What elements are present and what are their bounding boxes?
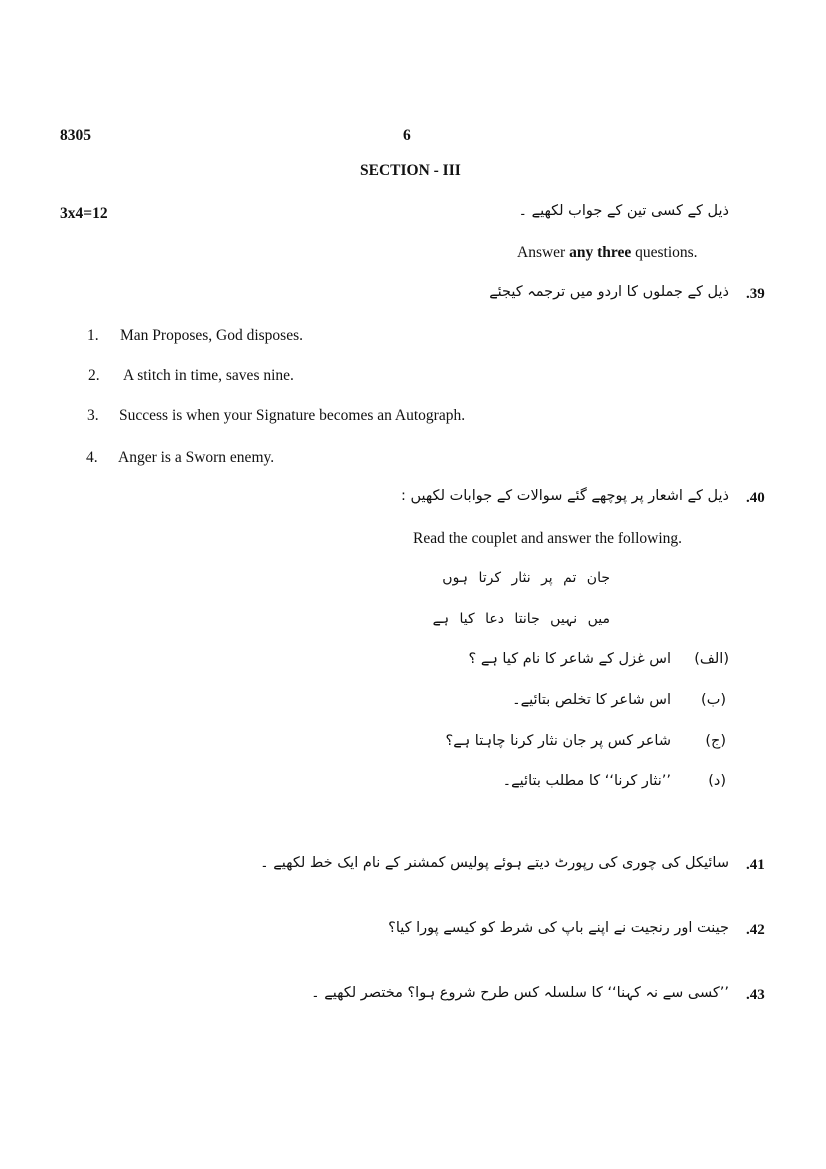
q42-urdu-text: جینت اور رنجیت نے اپنے باپ کی شرط کو کیسے پورا کیا؟: [388, 920, 729, 936]
q40-subquestion-label-b: (ب): [701, 692, 726, 708]
q39-item-4-number: 4.: [86, 449, 98, 466]
page-number: 6: [403, 127, 411, 144]
q39-item-2-text: A stitch in time, saves nine.: [123, 367, 294, 384]
q39-item-2-number: 2.: [88, 367, 100, 384]
marks-allocation: 3x4=12: [60, 205, 108, 222]
q39-urdu-prompt: ذیل کے جملوں کا اردو میں ترجمہ کیجئے: [489, 284, 729, 300]
q39-item-4-text: Anger is a Sworn enemy.: [118, 449, 275, 466]
q39-item-1-text: Man Proposes, God disposes.: [120, 327, 303, 344]
english-instruction: Answer any three questions.: [517, 244, 698, 261]
q40-subquestion-text-b: اس شاعر کا تخلص بتائیے۔: [512, 692, 671, 708]
q39-item-1-number: 1.: [87, 327, 99, 344]
q40-english-prompt: Read the couplet and answer the following.: [413, 530, 683, 547]
question-number-40: .40: [746, 490, 765, 506]
q40-subquestion-text-c: شاعر کس پر جان نثار کرنا چاہتا ہے؟: [445, 733, 671, 749]
q40-subquestion-label-a: (الف): [694, 651, 729, 667]
question-number-42: .42: [746, 922, 765, 938]
question-number-41: .41: [746, 857, 765, 873]
q43-urdu-text: ’’کسی سے نہ کہنا‘‘ کا سلسلہ کس طرح شروع ہوا؟ مختصر لکھیے ۔: [311, 985, 729, 1001]
paper-code: 8305: [60, 127, 91, 144]
q40-subquestion-text-a: اس غزل کے شاعر کا نام کیا ہے ؟: [468, 651, 671, 667]
q41-urdu-text: سائیکل کی چوری کی رپورٹ دیتے ہوئے پولیس کمشنر کے نام ایک خط لکھیے ۔: [260, 855, 729, 871]
q40-urdu-prompt: ذیل کے اشعار پر پوچھے گئے سوالات کے جوابات لکھیں :: [400, 488, 729, 504]
section-title: SECTION - III: [360, 162, 461, 179]
question-number-43: .43: [746, 987, 765, 1003]
couplet-line-1: جان تم پر نثار کرتا ہوں: [442, 570, 610, 586]
q39-item-3-number: 3.: [87, 407, 99, 424]
urdu-instruction: ذیل کے کسی تین کے جواب لکھیے ۔: [518, 203, 729, 219]
question-number-39: .39: [746, 286, 765, 302]
q39-item-3-text: Success is when your Signature becomes an Autograph.: [119, 407, 466, 424]
couplet-line-2: میں نہیں جانتا دعا کیا ہے: [432, 611, 610, 627]
q40-subquestion-label-c: (ج): [705, 733, 726, 749]
q40-subquestion-label-d: (د): [708, 773, 726, 789]
q40-subquestion-text-d: ’’نثار کرنا‘‘ کا مطلب بتائیے۔: [502, 773, 671, 789]
